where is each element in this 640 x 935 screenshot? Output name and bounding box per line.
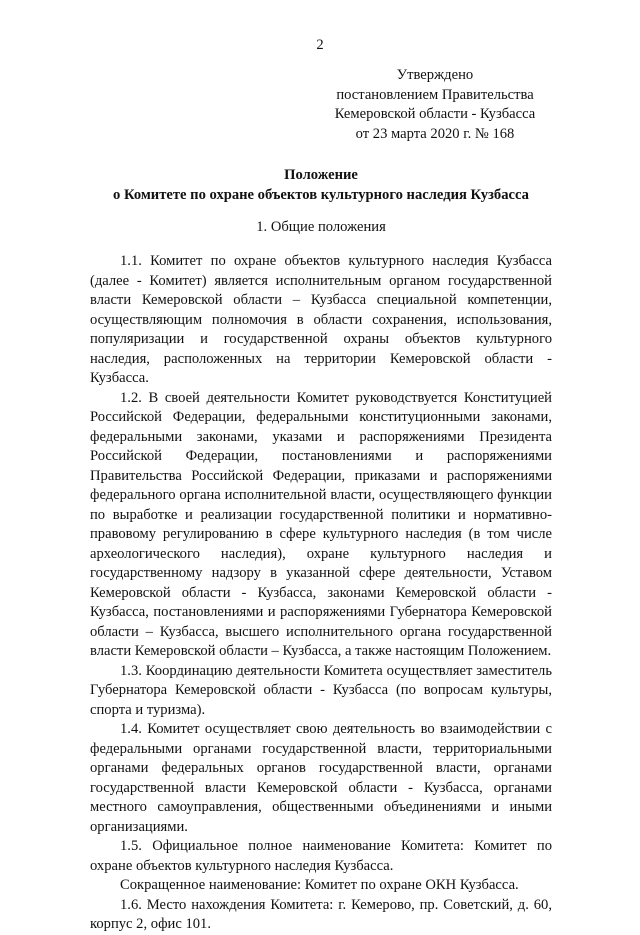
paragraph: 1.1. Комитет по охране объектов культурного наследия Кузбасса (далее - Комитет) является исполнительным органом государственной власти Кемеровской области – Кузбасса специальной компетенции, осуществляющим полномочия в области сохранения, использования, популяризации и государственной охраны объектов культурного наследия, расположенных на территории Кемеровской области - Кузбасса. [90, 253, 552, 386]
page-number: 2 [316, 37, 324, 53]
document-body [90, 252, 552, 935]
approval-stamp [330, 66, 540, 144]
approval-line: Кемеровской области - Кузбасса [334, 106, 536, 122]
title-line: о Комитете по охране объектов культурного наследия Кузбасса [113, 186, 529, 203]
approval-line: от 23 марта 2020 г. № 168 [355, 125, 515, 142]
paragraph: Сокращенное наименование: Комитет по охране ОКН Кузбасса. [120, 877, 519, 893]
paragraph: 1.5. Официальное полное наименование Комитета: Комитет по охране объектов культурного наследия Кузбасса. [90, 838, 552, 874]
section-heading: 1. Общие положения [256, 219, 386, 235]
title-line: Положение [284, 167, 358, 183]
approval-line: Утверждено [396, 67, 474, 83]
document-title [90, 166, 552, 205]
paragraph: 1.3. Координацию деятельности Комитета осуществляет заместитель Губернатора Кемеровской области - Кузбасса (по вопросам культуры, спорта и туризма). [90, 662, 552, 718]
approval-line: постановлением Правительства [336, 86, 534, 103]
paragraph: 1.4. Комитет осуществляет свою деятельность во взаимодействии с федеральными органами государственной власти, территориальными органами федеральных органов государственной власти, органами государственной власти Кемеровской области - Кузбасса, органами местного самоуправления, общественными объединениями и иными организациями. [90, 721, 552, 835]
paragraph: 1.6. Место нахождения Комитета: г. Кемерово, пр. Советский, д. 60, корпус 2, офис 101. [90, 896, 552, 932]
paragraph: 1.2. В своей деятельности Комитет руководствуется Конституцией Российской Федерации, федеральными конституционными законами, федеральными законами, указами и распоряжениями Президента Российской Федерации, постановлениями и распоряжениями Правительства Российской Федерации, приказами и распоряжениями федерального органа исполнительной власти, осуществляющего функции по выработке и реализации государственной политики и нормативно-правовому регулированию в сфере культурного наследия (в том числе археологического наследия), охране культурного наследия и государственному надзору в указанной сфере деятельности, Уставом Кемеровской области - Кузбасса, законами Кемеровской области - Кузбасса, постановлениями и распоряжениями Губернатора Кемеровской области – Кузбасса, высшего исполнительного органа государственной власти Кемеровской области – Кузбасса, а также настоящим Положением. [90, 389, 552, 659]
